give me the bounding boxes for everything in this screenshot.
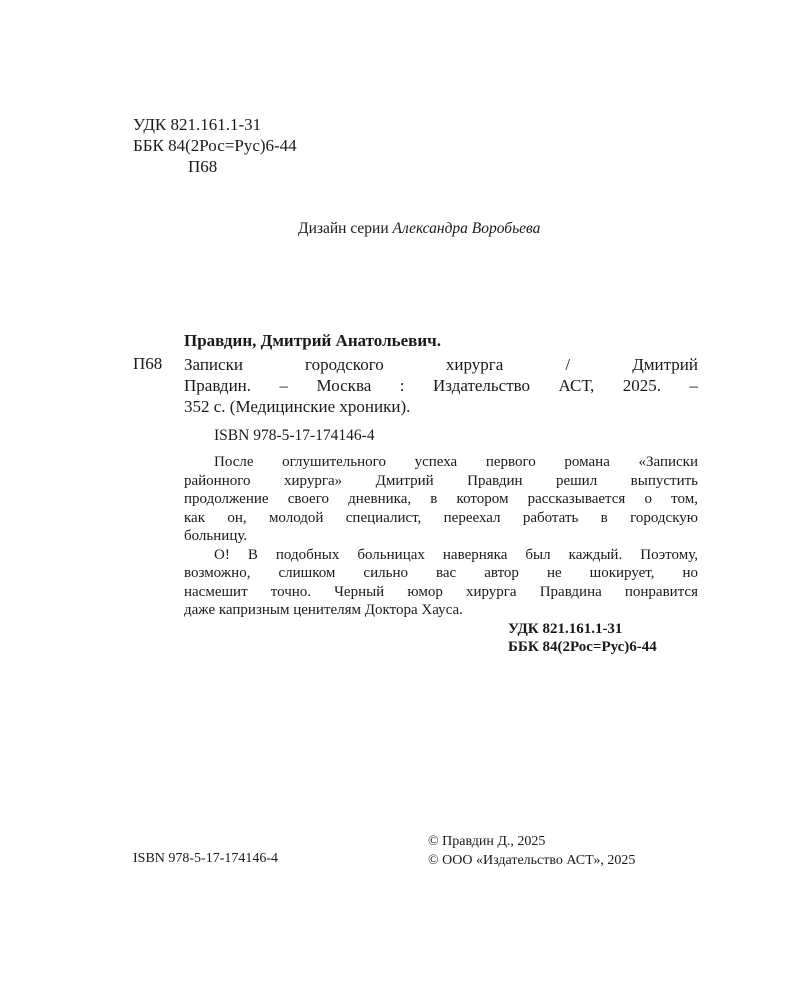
- isbn-record: ISBN 978-5-17-174146-4: [214, 427, 375, 444]
- annotation-line: как он, молодой специалист, переехал работать в городскую: [184, 509, 698, 526]
- bbk-code: ББК 84(2Рос=Рус)6-44: [133, 136, 297, 155]
- catalog-code: П68: [133, 354, 163, 373]
- annotation-line: После оглушительного успеха первого романа «Записки: [214, 454, 698, 470]
- udk-code: УДК 821.161.1-31: [508, 621, 623, 637]
- title-line: 352 с. (Медицинские хроники).: [184, 397, 411, 416]
- annotation-line: насмешит точно. Черный юмор хирурга Правдина понравится: [184, 583, 698, 600]
- annotation-line: больницу.: [184, 528, 248, 544]
- isbn-footer: ISBN 978-5-17-174146-4: [133, 851, 279, 866]
- author-mark: П68: [188, 157, 218, 176]
- classification-codes-bottom: [508, 620, 657, 656]
- annotation-line: О! В подобных больницах наверняка был каждый. Поэтому,: [214, 546, 698, 563]
- bibliographic-description: [184, 354, 698, 417]
- copyright-block: [428, 832, 635, 870]
- classification-codes-top: [133, 114, 297, 177]
- udk-code: УДК 821.161.1-31: [133, 115, 262, 134]
- series-design-credit: [298, 220, 540, 238]
- annotation-line: районного хирурга» Дмитрий Правдин решил выпустить: [184, 472, 698, 489]
- design-prefix: Дизайн серии: [298, 220, 389, 237]
- copyright-publisher: © ООО «Издательство АСТ», 2025: [428, 853, 636, 868]
- author-heading: Правдин, Дмитрий Анатольевич.: [184, 331, 441, 350]
- annotation-line: даже капризным ценителям Доктора Хауса.: [184, 602, 463, 618]
- title-line: Записки городского хирурга / Дмитрий: [184, 355, 698, 374]
- title-line: Правдин. – Москва : Издательство АСТ, 2025. –: [184, 376, 698, 395]
- annotation-line: продолжение своего дневника, в котором рассказывается о том,: [184, 491, 698, 507]
- bbk-code: ББК 84(2Рос=Рус)6-44: [508, 639, 657, 655]
- annotation: [184, 453, 698, 620]
- annotation-line: возможно, слишком сильно вас автор не шокирует, но: [184, 565, 698, 581]
- copyright-author: © Правдин Д., 2025: [428, 834, 546, 849]
- designer-name: Александра Воробьева: [392, 220, 541, 237]
